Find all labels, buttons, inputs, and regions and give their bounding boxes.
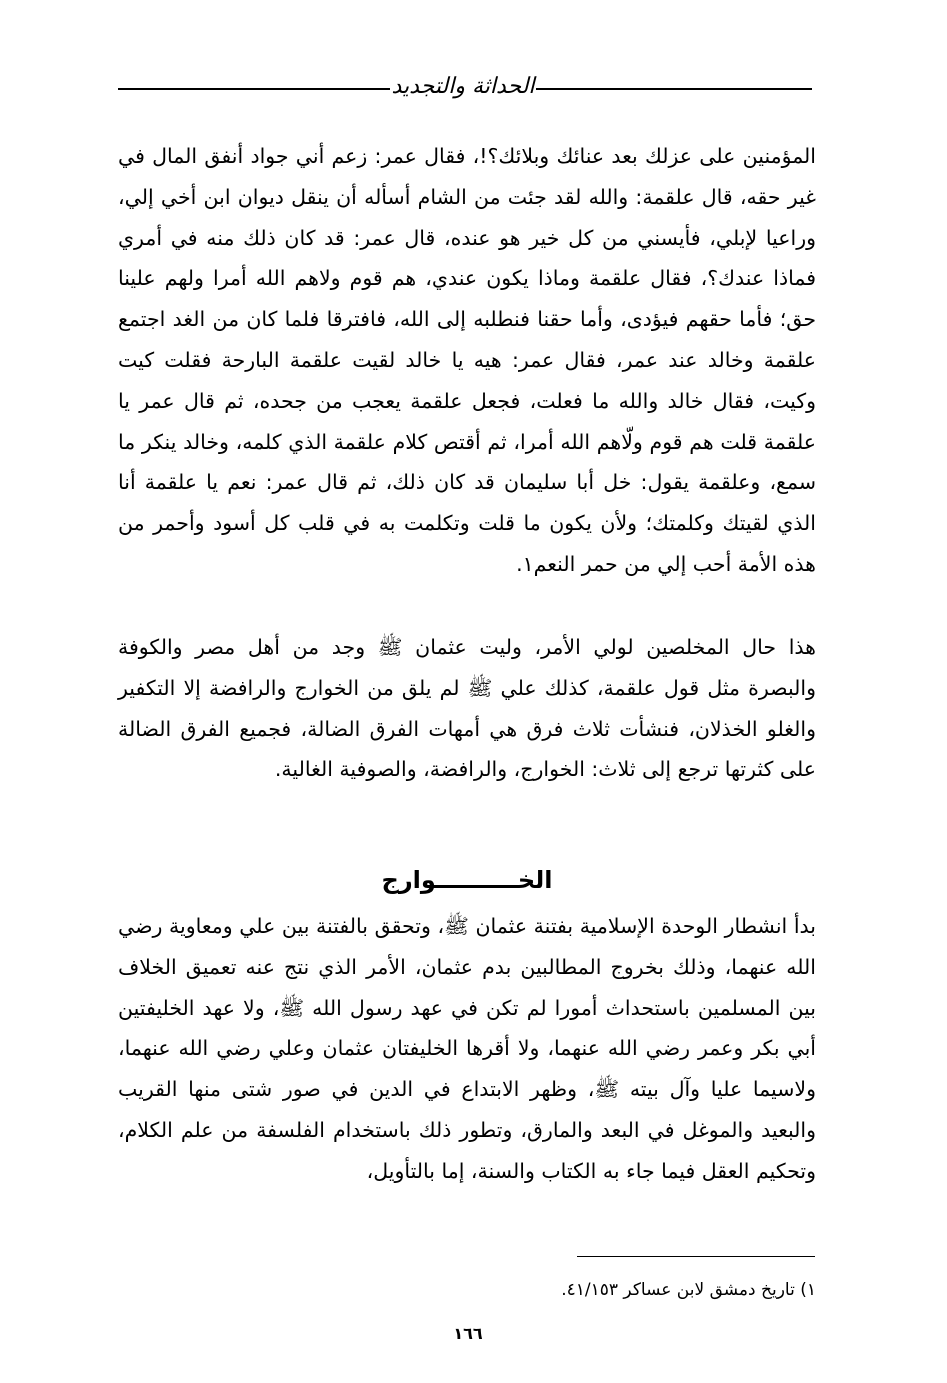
header-rule-right	[536, 88, 812, 90]
header-rule-left	[118, 88, 390, 90]
running-header	[118, 68, 812, 108]
paragraph-text: بدأ انشطار الوحدة الإسلامية بفتنة عثمان ﷺ، وتحقق بالفتنة بين علي ومعاوية رضي الله عنهما، وذلك بخروج المطالبين بدم عثمان، الأمر الذي نتج عنه تعميق الخلاف بين المسلمين باستحداث أمورا لم تكن في عهد رسول الله ﷺ، ولا عهد الخليفتين أبي بكر وعمر رضي الله عنهما، ولا أقرها الخليفتان عثمان وعلي رضي الله عنهما، ولاسيما عليا وآل بيته ﷺ، وظهر الابتداع في الدين في صور شتى منها القريب والبعيد والموغل في البعد والمارق، وتطور ذلك باستخدام الفلسفة من علم الكلام، وتحكيم العقل فيما جاء به الكتاب والسنة، إما بالتأويل،	[118, 914, 816, 1183]
body-paragraph-3	[118, 906, 816, 1192]
page-number: ١٦٦	[453, 1324, 483, 1343]
header-title: الحداثة والتجديد	[391, 74, 535, 99]
body-paragraph-1	[118, 136, 816, 585]
body-paragraph-2	[118, 627, 816, 790]
footnote-divider	[577, 1256, 815, 1257]
paragraph-text: هذا حال المخلصين لولي الأمر، وليت عثمان ﷺ وجد من أهل مصر والكوفة والبصرة مثل قول علقمة، كذلك علي ﷺ لم يلق من الخوارج والرافضة إلا التكفير والغلو الخذلان، فنشأت ثلاث فرق هي أمهات الفرق الضالة، فجميع الفرق الضالة على كثرتها ترجع إلى ثلاث: الخوارج، والرافضة، والصوفية الغالية.	[118, 635, 816, 782]
footnote: ١) تاريخ دمشق لابن عساكر ٤١/١٥٣.	[561, 1280, 816, 1300]
paragraph-text: المؤمنين على عزلك بعد عنائك وبلائك؟!، فقال عمر: زعم أني جواد أنفق المال في غير حقه، قال علقمة: والله لقد جئت من الشام أسأله أن ينقل ديوان ابن أخي إلي، وراعيا لإبلي، فأيسني من كل خير هو عنده، قال عمر: قد كان ذلك منه في أمري فماذا عندك؟، فقال علقمة وماذا يكون عندي، هم قوم ولاهم الله أمرا ولهم علينا حق؛ فأما حقهم فيؤدى، وأما حقنا فنطلبه إلى الله، فافترقا فلما كان من الغد اجتمع علقمة وخالد عند عمر، فقال عمر: هيه يا خالد لقيت علقمة البارحة فقلت كيت وكيت، فقال خالد والله ما فعلت، فجعل علقمة يعجب من جحده، ثم قال عمر يا علقمة قلت هم قوم ولّاهم الله أمرا، ثم أقتص كلام علقمة الذي كلمه، وخالد ينكر ما سمع، وعلقمة يقول: خل أبا سليمان قد كان ذلك، ثم قال عمر: نعم يا علقمة أنا الذي لقيتك وكلمتك؛ ولأن يكون ما قلت وتكلمت به في قلب كل أسود وأحمر من هذه الأمة أحب إلي من حمر النعم١.	[118, 144, 816, 576]
section-heading: الخــــــــــوارج	[381, 866, 553, 894]
